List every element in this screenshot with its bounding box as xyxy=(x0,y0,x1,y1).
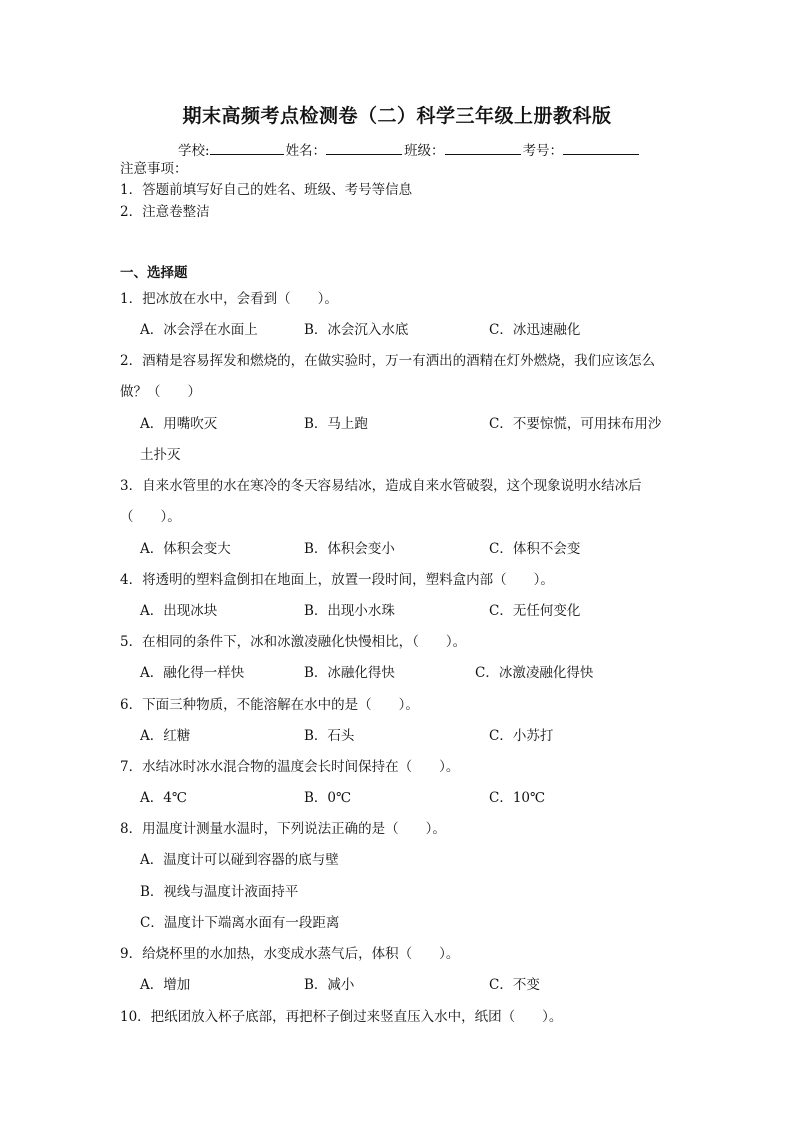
option-b[interactable]: B．出现小水珠 xyxy=(304,603,395,619)
question-stem: （ ）。 xyxy=(120,509,181,525)
option-c[interactable]: C．不变 xyxy=(489,977,540,993)
question-stem: 4．将透明的塑料盒倒扣在地面上，放置一段时间，塑料盒内部（ ）。 xyxy=(120,572,554,588)
option-a[interactable]: A．增加 xyxy=(140,977,191,993)
option-a[interactable]: A．体积会变大 xyxy=(140,541,231,557)
option-c[interactable]: C．无任何变化 xyxy=(489,603,581,619)
name-blank[interactable] xyxy=(326,142,402,155)
option-c[interactable]: C．冰迅速融化 xyxy=(489,322,581,338)
student-info-row xyxy=(178,139,641,159)
option-b[interactable]: B．冰融化得快 xyxy=(304,665,395,681)
option-a[interactable]: A．温度计可以碰到容器的底与壁 xyxy=(140,852,339,868)
option-c[interactable]: C．温度计下端离水面有一段距离 xyxy=(140,915,340,931)
section-heading: 一、选择题 xyxy=(120,265,188,281)
question-stem: 10．把纸团放入杯子底部，再把杯子倒过来竖直压入水中，纸团（ ）。 xyxy=(120,1009,563,1025)
id-label: 考号： xyxy=(522,143,564,159)
notice-item: 1．答题前填写好自己的姓名、班级、考号等信息 xyxy=(120,182,413,198)
class-blank[interactable] xyxy=(445,142,521,155)
option-b[interactable]: B．减小 xyxy=(304,977,355,993)
question-stem: 7．水结冰时冰水混合物的温度会长时间保持在（ ）。 xyxy=(120,759,460,775)
question-stem: 做？（ ） xyxy=(120,384,201,400)
option-c[interactable]: C．冰激凌融化得快 xyxy=(475,665,594,681)
option-c[interactable]: C．体积不会变 xyxy=(489,541,581,557)
option-a[interactable]: A．冰会浮在水面上 xyxy=(140,322,258,338)
question-stem: 9．给烧杯里的水加热，水变成水蒸气后，体积（ ）。 xyxy=(120,946,460,962)
option-b[interactable]: B．马上跑 xyxy=(304,416,368,432)
question-stem: 2．酒精是容易挥发和燃烧的，在做实验时，万一有洒出的酒精在灯外燃烧，我们应该怎么 xyxy=(120,353,656,369)
option-a[interactable]: A．红糖 xyxy=(140,728,191,744)
option-c[interactable]: C．不要惊慌，可用抹布用沙 xyxy=(489,416,662,432)
id-blank[interactable] xyxy=(563,142,639,155)
option-a[interactable]: A．用嘴吹灭 xyxy=(140,416,218,432)
option-b[interactable]: B．0℃ xyxy=(304,790,352,806)
question-stem: 6．下面三种物质，不能溶解在水中的是（ ）。 xyxy=(120,697,419,713)
question-stem: 5．在相同的条件下，冰和冰激凌融化快慢相比，（ ）。 xyxy=(120,634,467,650)
question-stem: 3．自来水管里的水在寒冷的冬天容易结冰，造成自来水管破裂，这个现象说明水结冰后 xyxy=(120,478,642,494)
question-stem: 8．用温度计测量水温时，下列说法正确的是（ ）。 xyxy=(120,821,446,837)
class-label: 班级： xyxy=(404,143,445,159)
school-label: 学校: xyxy=(178,143,210,159)
question-stem: 1．把冰放在水中，会看到（ ）。 xyxy=(120,291,338,307)
option-a[interactable]: A．4℃ xyxy=(140,790,187,806)
option-a[interactable]: A．出现冰块 xyxy=(140,603,218,619)
option-b[interactable]: B．冰会沉入水底 xyxy=(304,322,409,338)
option-c[interactable]: C．10℃ xyxy=(489,790,546,806)
option-b[interactable]: B．石头 xyxy=(304,728,355,744)
option-c-continued: 土扑灭 xyxy=(140,447,181,463)
notice-item: 2．注意卷整洁 xyxy=(120,204,210,220)
notice-heading: 注意事项： xyxy=(120,161,188,177)
exam-title: 期末高频考点检测卷（二）科学三年级上册教科版 xyxy=(182,105,612,127)
option-b[interactable]: B．体积会变小 xyxy=(304,541,395,557)
option-a[interactable]: A．融化得一样快 xyxy=(140,665,245,681)
option-c[interactable]: C．小苏打 xyxy=(489,728,554,744)
school-blank[interactable] xyxy=(210,142,284,155)
option-b[interactable]: B．视线与温度计液面持平 xyxy=(140,884,299,900)
name-label: 姓名： xyxy=(285,143,327,159)
